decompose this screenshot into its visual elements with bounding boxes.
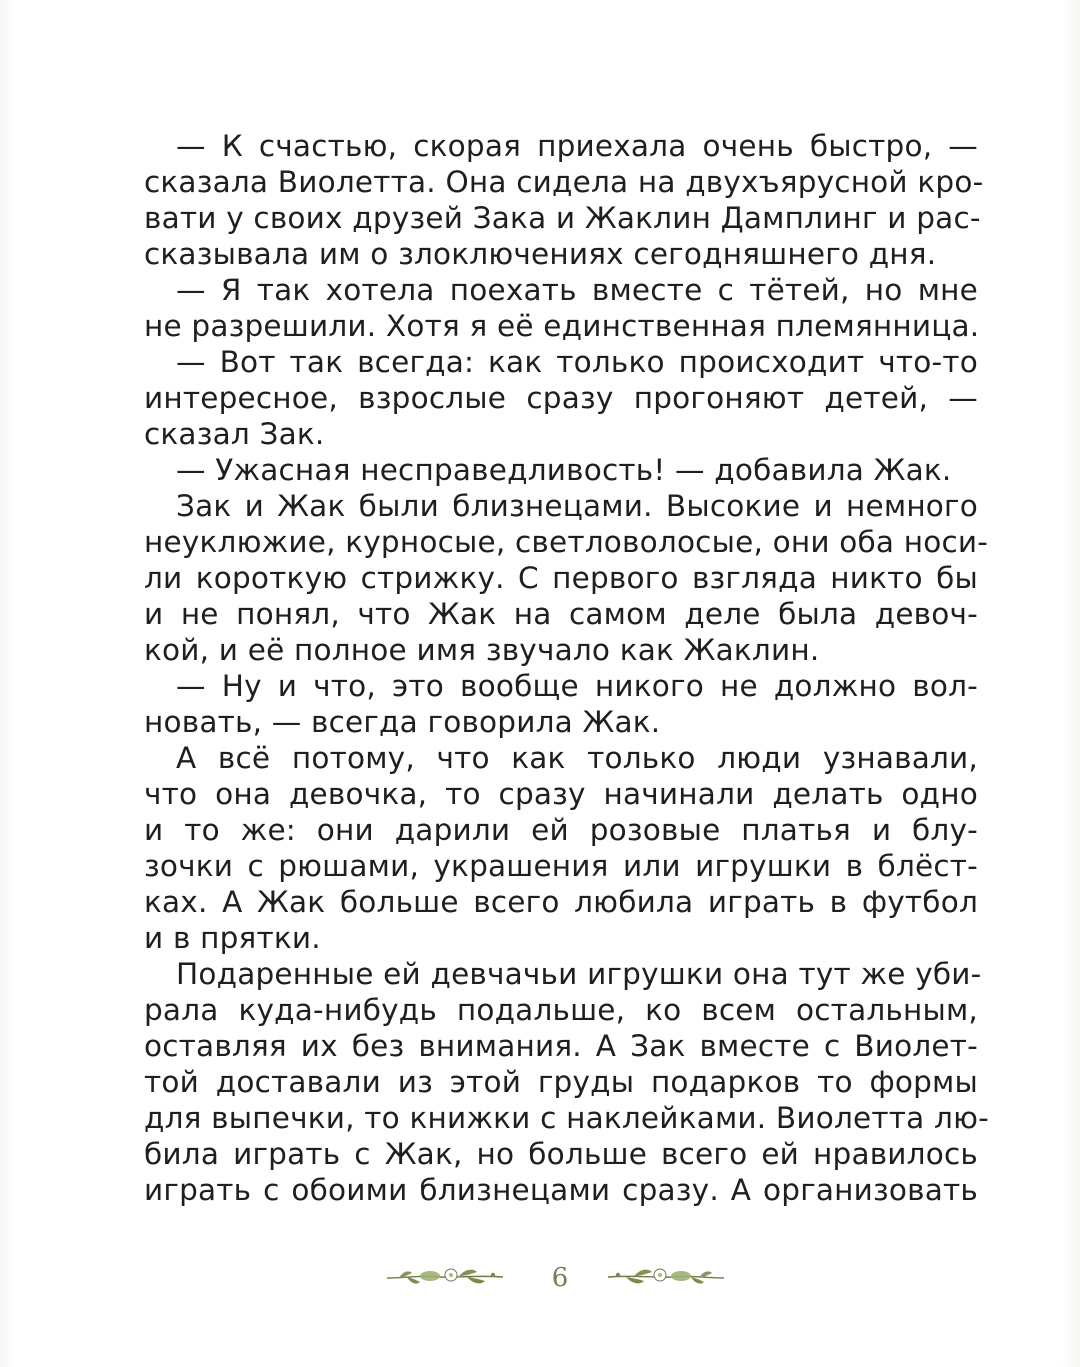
text-line: что она девочка, то сразу начинали делать одно — [144, 777, 978, 811]
text-line: играть с обоими близнецами сразу. А организовать — [144, 1173, 978, 1207]
text-line: и то же: они дарили ей розовые платья и блу- — [144, 813, 978, 847]
text-line: ли короткую стрижку. С первого взгляда никто бы — [144, 561, 978, 595]
page-footer — [0, 1258, 1080, 1302]
text-line: А всё потому, что как только люди узнавали, — [176, 741, 978, 775]
text-line: сказал Зак. — [144, 417, 325, 451]
text-line: Зак и Жак были близнецами. Высокие и немного — [176, 489, 978, 523]
text-line: кой, и её полное имя звучало как Жаклин. — [144, 633, 820, 667]
text-line: для выпечки, то книжки с наклейками. Виолетта лю- — [144, 1101, 989, 1135]
text-line: не разрешили. Хотя я её единственная племянница. — [144, 309, 980, 343]
text-line: неуклюжие, курносые, светловолосые, они оба носи- — [144, 525, 989, 559]
text-line: — Ну и что, это вообще никого не должно вол- — [176, 669, 978, 703]
text-line: вати у своих друзей Зака и Жаклин Дамплинг и рас- — [144, 201, 981, 235]
text-line: и в прятки. — [144, 921, 321, 955]
text-line: — Я так хотела поехать вместе с тётей, но мне — [176, 273, 978, 307]
text-line: и не понял, что Жак на самом деле была девоч- — [144, 597, 978, 631]
text-line: сказала Виолетта. Она сидела на двухъярусной кро- — [144, 165, 984, 199]
text-line: интересное, взрослые сразу прогоняют детей, — — [144, 381, 978, 415]
text-line: Подаренные ей девчачьи игрушки она тут же уби- — [176, 957, 982, 991]
floral-ornament-icon — [606, 1262, 726, 1292]
text-line: — К счастью, скорая приехала очень быстро, — — [176, 129, 978, 163]
text-line: той доставали из этой груды подарков то формы — [144, 1065, 978, 1099]
text-line: — Ужасная несправедливость! — добавила Жак. — [176, 453, 952, 487]
page-text — [144, 128, 989, 1208]
text-line: ках. А Жак больше всего любила играть в футбол — [144, 885, 978, 919]
text-line: зочки с рюшами, украшения или игрушки в блёст- — [144, 849, 978, 883]
text-line: била играть с Жак, но больше всего ей нравилось — [144, 1137, 978, 1171]
floral-ornament-icon — [385, 1262, 505, 1292]
text-line: — Вот так всегда: как только происходит что-то — [176, 345, 978, 379]
text-line: оставляя их без внимания. А Зак вместе с Виолет- — [144, 1029, 978, 1063]
text-line: сказывала им о злоключениях сегодняшнего дня. — [144, 237, 937, 271]
text-line: рала куда-нибудь подальше, ко всем остальным, — [144, 993, 978, 1027]
text-line: новать, — всегда говорила Жак. — [144, 705, 661, 739]
page-number: 6 — [551, 1263, 569, 1293]
